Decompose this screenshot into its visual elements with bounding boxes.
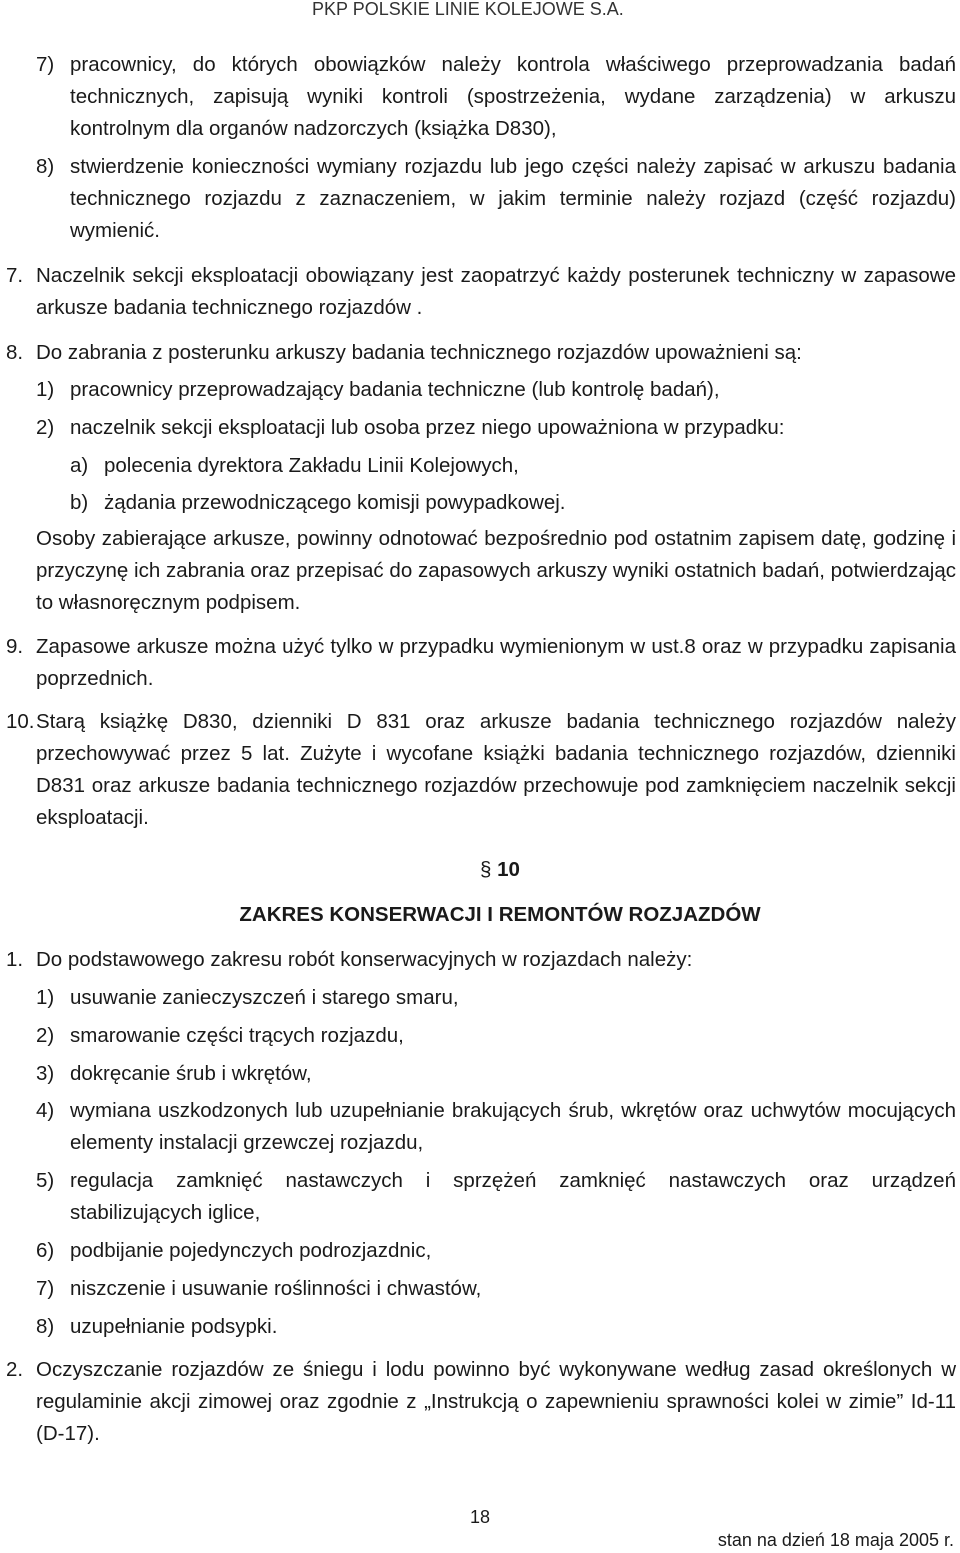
paragraph-text: Do zabrania z posterunku arkuszy badania technicznego rozjazdów upoważnieni są: bbox=[36, 341, 802, 364]
list-item-text: polecenia dyrektora Zakładu Linii Kolejowych, bbox=[104, 454, 519, 477]
list-item-text: podbijanie pojedynczych podrozjazdnic, bbox=[70, 1239, 432, 1262]
paragraph-number: 9. bbox=[6, 635, 24, 658]
list-item-text: dokręcanie śrub i wkrętów, bbox=[70, 1062, 312, 1085]
list-item-text: naczelnik sekcji eksploatacji lub osoba przez niego upoważniona w przypadku: bbox=[70, 416, 785, 439]
list-item-text: smarowanie części trących rozjazdu, bbox=[70, 1024, 404, 1047]
list-letter: b) bbox=[70, 491, 89, 514]
list-item-text: usuwanie zanieczyszczeń i starego smaru, bbox=[70, 986, 459, 1009]
paragraph-number: 2. bbox=[6, 1358, 24, 1381]
paragraph-number: 10. bbox=[6, 710, 35, 733]
list-item-text: stwierdzenie konieczności wymiany rozjazdu lub jego części należy zapisać w arkuszu badania technicznego rozjazdu z zaznaczeniem, w jakim terminie należy rozjazd (część rozjazdu) wymienić. bbox=[70, 155, 956, 242]
page-header bbox=[312, 0, 960, 18]
paragraph-number: 7. bbox=[6, 264, 24, 287]
list-number: 4) bbox=[36, 1099, 55, 1122]
list-number: 1) bbox=[36, 986, 55, 1009]
section-sign: § bbox=[480, 858, 492, 881]
page-number: 18 bbox=[469, 1507, 491, 1527]
footer-date: stan na dzień 18 maja 2005 r. bbox=[717, 1530, 954, 1550]
paragraph-number: 1. bbox=[6, 948, 24, 971]
list-item-text: wymiana uszkodzonych lub uzupełnianie brakujących śrub, wkrętów oraz uchwytów mocujących elementy instalacji grzewczej rozjazdu, bbox=[70, 1099, 956, 1154]
paragraph-text: Do podstawowego zakresu robót konserwacyjnych w rozjazdach należy: bbox=[36, 948, 693, 971]
list-letter: a) bbox=[70, 454, 89, 477]
paragraph-text: Osoby zabierające arkusze, powinny odnotować bezpośrednio pod ostatnim zapisem datę, godzinę i przyczynę ich zabrania oraz przepisać do zapasowych arkuszy wyniki ostatnich badań, potwierdzając to własnoręcznym podpisem. bbox=[36, 527, 956, 614]
paragraph-text: Zapasowe arkusze można użyć tylko w przypadku wymienionym w ust.8 oraz w przypadku zapisania poprzednich. bbox=[36, 635, 956, 690]
list-number: 7) bbox=[36, 1277, 55, 1300]
list-number: 7) bbox=[36, 53, 55, 76]
list-number: 8) bbox=[36, 155, 55, 178]
section-title: ZAKRES KONSERWACJI I REMONTÓW ROZJAZDÓW bbox=[239, 903, 761, 926]
list-number: 6) bbox=[36, 1239, 55, 1262]
paragraph-text: Naczelnik sekcji eksploatacji obowiązany jest zaopatrzyć każdy posterunek techniczny w zapasowe arkusze badania technicznego rozjazdów . bbox=[36, 264, 956, 319]
paragraph-text: Starą książkę D830, dzienniki D 831 oraz arkusze badania technicznego rozjazdów należy przechowywać przez 5 lat. Zużyte i wycofane książki badania technicznego rozjazdów, dzienniki D831 oraz arkusze badania technicznego rozjazdów przechowuje pod zamknięciem naczelnik sekcji eksploatacji. bbox=[36, 710, 956, 829]
paragraph-number: 8. bbox=[6, 341, 24, 364]
list-item-text: żądania przewodniczącego komisji powypadkowej. bbox=[104, 491, 566, 514]
list-number: 5) bbox=[36, 1169, 55, 1192]
list-item-text: pracownicy, do których obowiązków należy kontrola właściwego przeprowadzania badań technicznych, zapisują wyniki kontroli (spostrzeżenia, wydane zarządzenia) w arkuszu kontrolnym dla organów nadzorczych (książka D830), bbox=[70, 53, 956, 140]
company-name: PKP POLSKIE LINIE KOLEJOWE S.A. bbox=[312, 0, 624, 19]
list-item-text: niszczenie i usuwanie roślinności i chwastów, bbox=[70, 1277, 482, 1300]
list-number: 3) bbox=[36, 1062, 55, 1085]
list-item-text: uzupełnianie podsypki. bbox=[70, 1315, 278, 1338]
list-number: 1) bbox=[36, 378, 55, 401]
list-number: 2) bbox=[36, 416, 55, 439]
list-number: 2) bbox=[36, 1024, 55, 1047]
section-number: § 10 bbox=[480, 858, 520, 881]
list-item-text: regulacja zamknięć nastawczych i sprzężeń zamknięć nastawczych oraz urządzeń stabilizujących iglice, bbox=[70, 1169, 956, 1224]
list-number: 8) bbox=[36, 1315, 55, 1338]
list-item-text: pracownicy przeprowadzający badania techniczne (lub kontrolę badań), bbox=[70, 378, 720, 401]
paragraph-text: Oczyszczanie rozjazdów ze śniegu i lodu powinno być wykonywane według zasad określonych w regulaminie akcji zimowej oraz zgodnie z „Instrukcją o zapewnieniu sprawności kolei w zimie” Id-11 (D-17). bbox=[36, 1358, 956, 1445]
